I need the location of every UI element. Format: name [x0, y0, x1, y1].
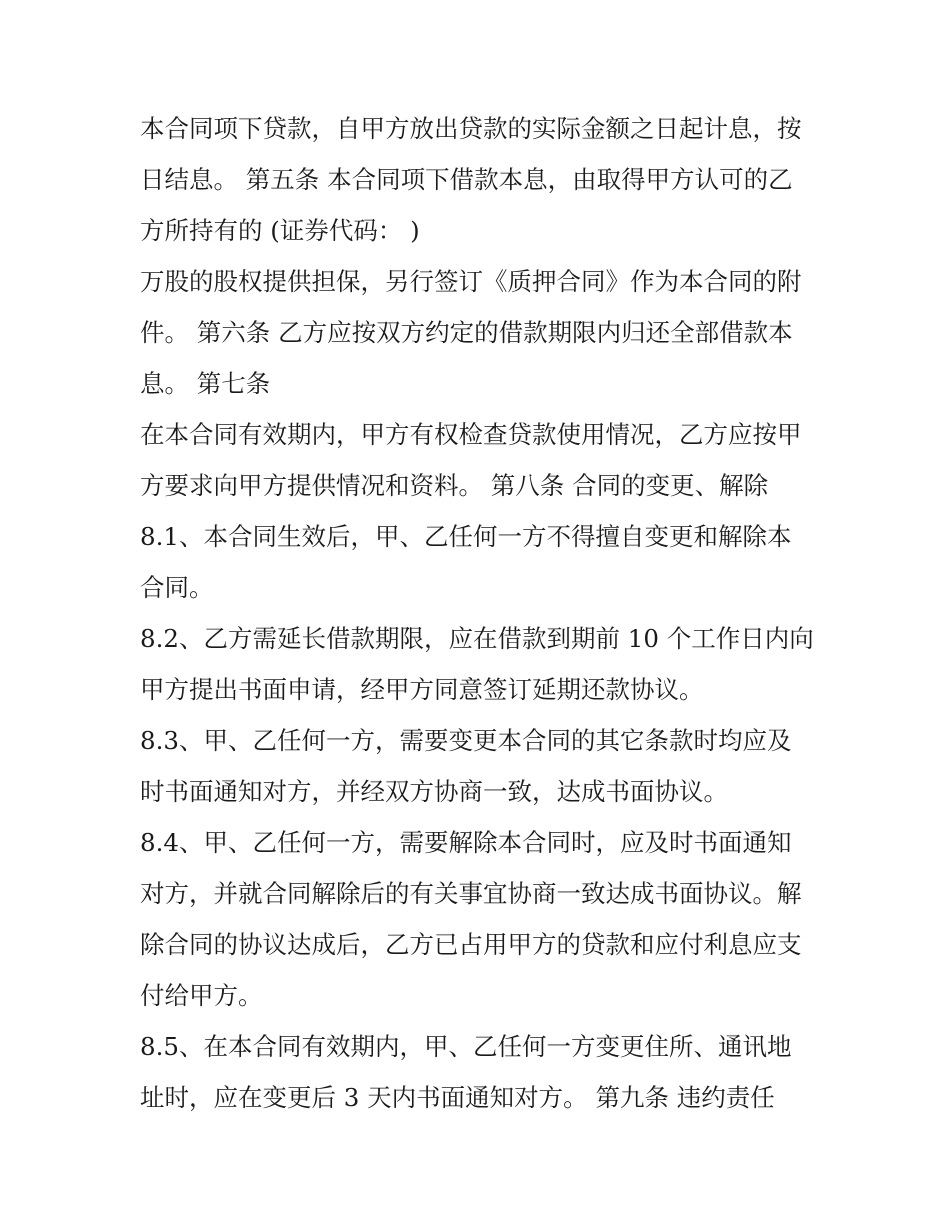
paragraph-clause-8-2 [140, 613, 820, 715]
text-line: 件。 第六条 乙方应按双方约定的借款期限内归还全部借款本 [140, 318, 793, 347]
text-line: 8.4、甲、乙任何一方，需要解除本合同时，应及时书面通知 [140, 828, 792, 857]
paragraph-inspection-and-article-8 [140, 409, 820, 511]
text-line: 方所持有的 (证券代码： ) [140, 216, 420, 245]
paragraph-clause-8-4 [140, 817, 820, 1021]
text-line: 日结息。 第五条 本合同项下借款本息，由取得甲方认可的乙 [140, 165, 793, 194]
text-line: 息。 第七条 [140, 369, 271, 398]
text-line: 对方，并就合同解除后的有关事宜协商一致达成书面协议。解 [140, 879, 802, 908]
paragraph-clause-8-5 [140, 1021, 820, 1123]
text-line: 8.1、本合同生效后，甲、乙任何一方不得擅自变更和解除本 [140, 522, 792, 551]
paragraph-pledge-and-article-6-7 [140, 256, 820, 409]
text-line: 8.3、甲、乙任何一方，需要变更本合同的其它条款时均应及 [140, 726, 792, 755]
text-line: 合同。 [140, 573, 214, 602]
paragraph-clause-8-1 [140, 511, 820, 613]
text-line: 8.5、在本合同有效期内，甲、乙任何一方变更住所、通讯地 [140, 1032, 792, 1061]
text-line: 本合同项下贷款，自甲方放出贷款的实际金额之日起计息，按 [140, 114, 802, 143]
text-line: 甲方提出书面申请，经甲方同意签订延期还款协议。 [140, 675, 704, 704]
text-line: 除合同的协议达成后，乙方已占用甲方的贷款和应付利息应支 [140, 930, 802, 959]
text-line: 时书面通知对方，并经双方协商一致，达成书面协议。 [140, 777, 728, 806]
paragraph-interest-and-article-5 [140, 103, 820, 256]
document-body [140, 103, 820, 1123]
text-line: 址时，应在变更后 3 天内书面通知对方。 第九条 违约责任 [140, 1083, 775, 1112]
text-line: 8.2、乙方需延长借款期限，应在借款到期前 10 个工作日内向 [140, 624, 814, 653]
text-line: 付给甲方。 [140, 981, 263, 1010]
text-line: 在本合同有效期内，甲方有权检查贷款使用情况，乙方应按甲 [140, 420, 802, 449]
text-line: 方要求向甲方提供情况和资料。 第八条 合同的变更、解除 [140, 471, 769, 500]
paragraph-clause-8-3 [140, 715, 820, 817]
text-line: 万股的股权提供担保，另行签订《质押合同》作为本合同的附 [140, 267, 802, 296]
